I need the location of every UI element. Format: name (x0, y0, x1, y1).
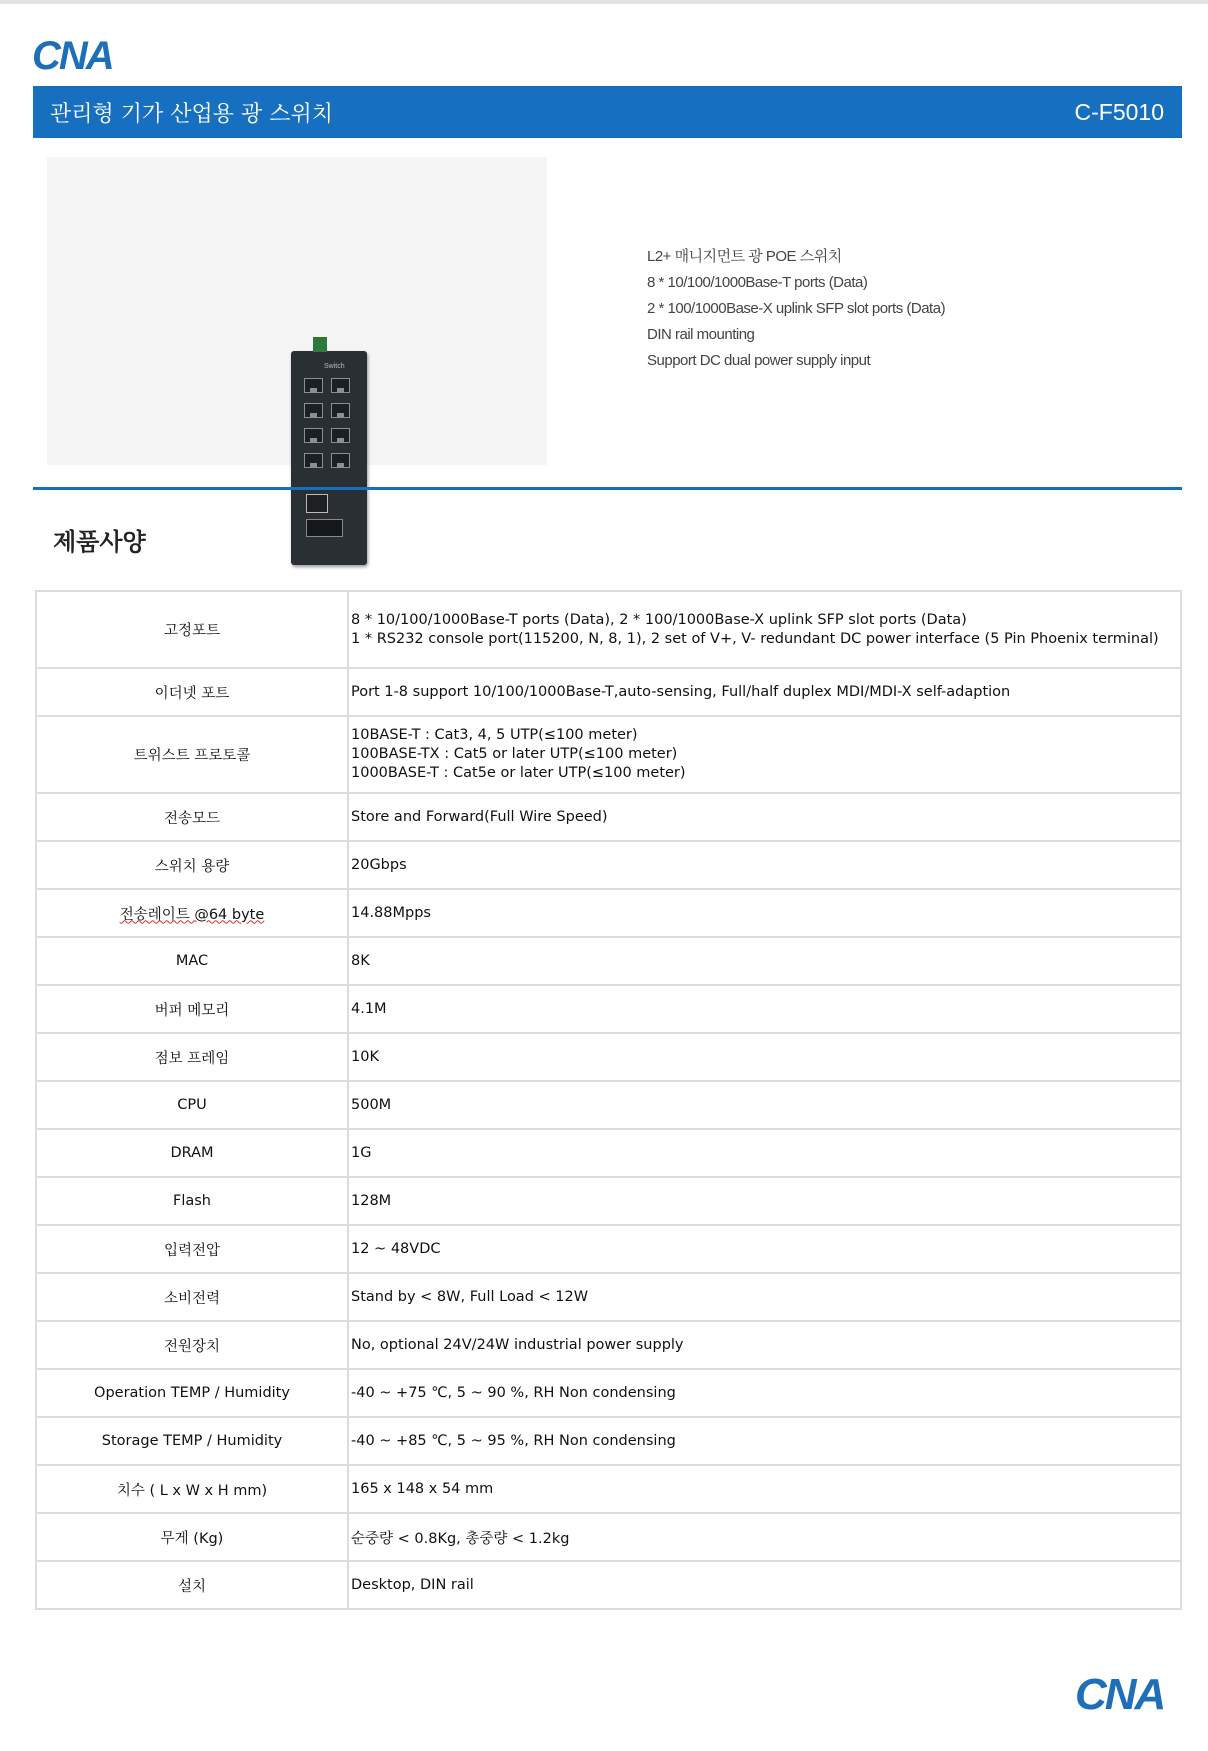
section-divider (33, 487, 1182, 490)
spec-key: MAC (36, 937, 348, 985)
rj45-port (331, 453, 350, 468)
rj45-port (304, 378, 323, 393)
table-row (36, 1513, 1181, 1561)
spec-key: 전송모드 (36, 793, 348, 841)
table-row (36, 1369, 1181, 1417)
spec-key: 이더넷 포트 (36, 668, 348, 716)
table-row (36, 937, 1181, 985)
spec-key: 전원장치 (36, 1321, 348, 1369)
spec-value: No, optional 24V/24W industrial power supply (348, 1321, 1181, 1369)
spec-value (348, 716, 1181, 793)
spec-key: 고정포트 (36, 591, 348, 668)
rj45-port (331, 378, 350, 393)
title-bar (33, 86, 1182, 138)
cna-logo: CNA (32, 34, 113, 78)
feature-summary (647, 244, 945, 374)
spec-key-text: 전송레이트 @64 byte (119, 906, 265, 923)
rj45-port (304, 453, 323, 468)
spec-section-title: 제품사양 (53, 528, 146, 556)
spec-value: 8K (348, 937, 1181, 985)
cna-logo-footer: CNA (1075, 1670, 1165, 1719)
spec-value: 12 ~ 48VDC (348, 1225, 1181, 1273)
spec-value: -40 ~ +85 ℃, 5 ~ 95 %, RH Non condensing (348, 1417, 1181, 1465)
table-row (36, 1177, 1181, 1225)
product-title: 관리형 기가 산업용 광 스위치 (50, 101, 333, 127)
spec-value: Port 1-8 support 10/100/1000Base-T,auto-sensing, Full/half duplex MDI/MDI-X self-adaption (348, 668, 1181, 716)
product-photo (47, 157, 547, 465)
rj45-port (331, 428, 350, 443)
summary-line: 8 * 10/100/1000Base-T ports (Data) (647, 274, 868, 291)
spec-value: 165 x 148 x 54 mm (348, 1465, 1181, 1513)
table-row (36, 793, 1181, 841)
top-rule (0, 0, 1208, 4)
spec-value-line: 10BASE-T : Cat3, 4, 5 UTP(≤100 meter) (351, 727, 638, 743)
rj45-port (331, 403, 350, 418)
spec-key (36, 889, 348, 937)
spec-key: DRAM (36, 1129, 348, 1177)
spec-value-line: 8 * 10/100/1000Base-T ports (Data), 2 * 100/1000Base-X uplink SFP slot ports (Data) (351, 611, 967, 628)
spec-value: Store and Forward(Full Wire Speed) (348, 793, 1181, 841)
spec-value-line: 100BASE-TX : Cat5 or later UTP(≤100 meter) (351, 746, 678, 762)
spec-value: 10K (348, 1033, 1181, 1081)
spec-key: 버퍼 메모리 (36, 985, 348, 1033)
spec-value: 20Gbps (348, 841, 1181, 889)
sfp-slot (306, 519, 343, 537)
rj45-port (304, 428, 323, 443)
spec-key: Flash (36, 1177, 348, 1225)
console-port (306, 494, 328, 513)
table-row (36, 1465, 1181, 1513)
table-row (36, 1081, 1181, 1129)
spec-value: 순중량 < 0.8Kg, 총중량 < 1.2kg (348, 1513, 1181, 1561)
table-row (36, 1225, 1181, 1273)
device-label: Switch (324, 363, 345, 370)
summary-line: L2+ 매니지먼트 광 POE 스위치 (647, 248, 842, 265)
spec-key: 입력전압 (36, 1225, 348, 1273)
spec-key: 트위스트 프로토콜 (36, 716, 348, 793)
spec-key: Operation TEMP / Humidity (36, 1369, 348, 1417)
spec-value: Stand by < 8W, Full Load < 12W (348, 1273, 1181, 1321)
table-row (36, 716, 1181, 793)
spec-value: 500M (348, 1081, 1181, 1129)
spec-value: 14.88Mpps (348, 889, 1181, 937)
table-row (36, 889, 1181, 937)
spec-value: -40 ~ +75 ℃, 5 ~ 90 %, RH Non condensing (348, 1369, 1181, 1417)
spec-key: 점보 프레임 (36, 1033, 348, 1081)
table-row (36, 841, 1181, 889)
summary-line: DIN rail mounting (647, 326, 755, 343)
spec-key: 무게 (Kg) (36, 1513, 348, 1561)
power-connector (313, 337, 327, 352)
table-row (36, 1417, 1181, 1465)
table-row (36, 1561, 1181, 1609)
table-row (36, 1129, 1181, 1177)
table-row (36, 591, 1181, 668)
spec-key: 소비전력 (36, 1273, 348, 1321)
rj45-port (304, 403, 323, 418)
spec-key: 설치 (36, 1561, 348, 1609)
spec-value: Desktop, DIN rail (348, 1561, 1181, 1609)
spec-key: 스위치 용량 (36, 841, 348, 889)
table-row (36, 668, 1181, 716)
spec-value-line: 1 * RS232 console port(115200, N, 8, 1), 2 set of V+, V- redundant DC power interface (5 Pin Phoenix terminal) (351, 630, 1159, 647)
spec-value: 4.1M (348, 985, 1181, 1033)
spec-value (348, 591, 1181, 668)
spec-value-line: 1000BASE-T : Cat5e or later UTP(≤100 meter) (351, 765, 686, 781)
table-row (36, 1273, 1181, 1321)
spec-key: CPU (36, 1081, 348, 1129)
spec-table (35, 590, 1182, 1610)
model-number: C-F5010 (1074, 98, 1164, 125)
switch-device-image (291, 351, 367, 565)
table-row (36, 1033, 1181, 1081)
spec-key: 치수 ( L x W x H mm) (36, 1465, 348, 1513)
spec-value: 128M (348, 1177, 1181, 1225)
table-row (36, 1321, 1181, 1369)
summary-line: Support DC dual power supply input (647, 352, 871, 369)
spec-value: 1G (348, 1129, 1181, 1177)
summary-line: 2 * 100/1000Base-X uplink SFP slot ports (Data) (647, 300, 946, 317)
table-row (36, 985, 1181, 1033)
spec-key: Storage TEMP / Humidity (36, 1417, 348, 1465)
